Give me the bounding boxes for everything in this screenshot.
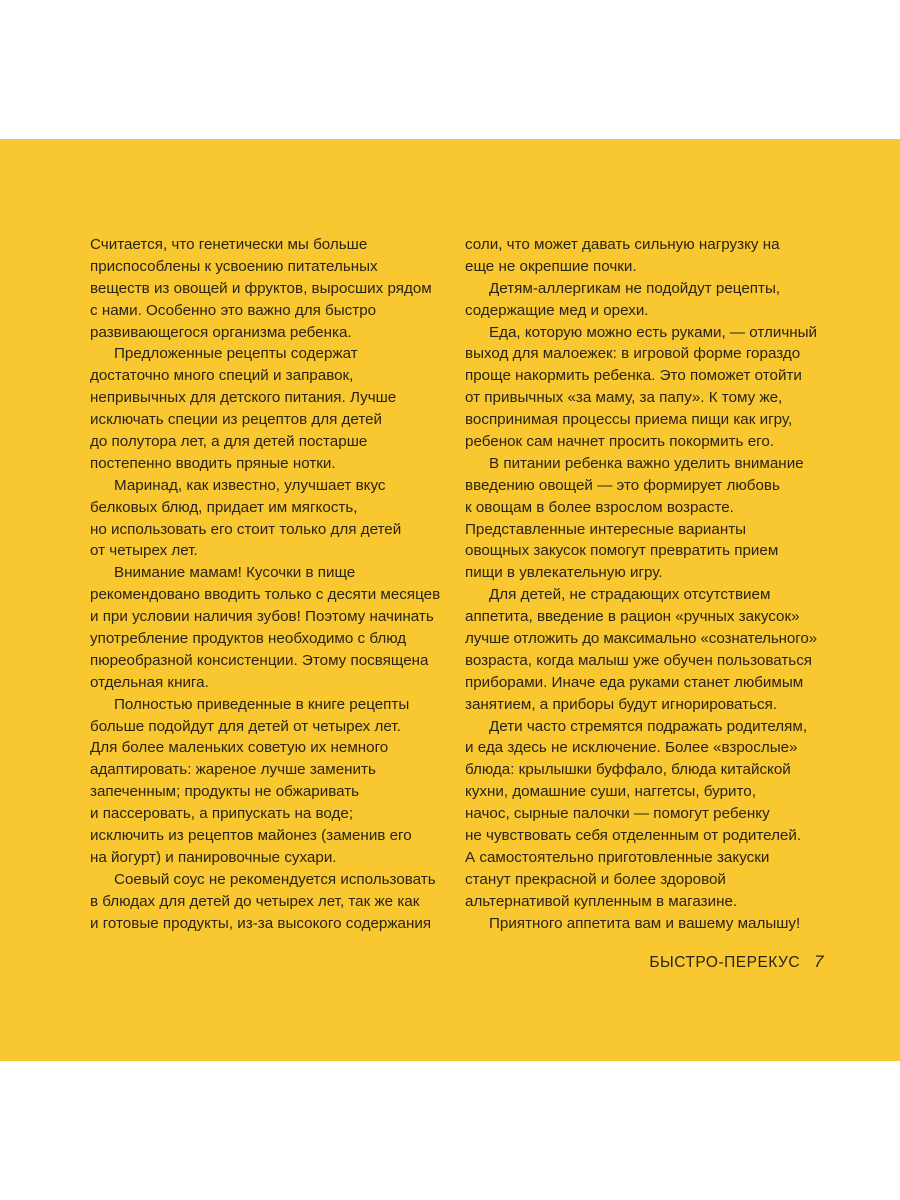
- text-line: Представленные интересные варианты: [465, 520, 747, 538]
- text-line: адаптировать: жареное лучше заменить: [90, 761, 376, 779]
- right-text-column: [465, 234, 817, 935]
- text-line: Считается, что генетически мы больше: [90, 236, 368, 253]
- text-line: станут прекрасной и более здоровой: [465, 870, 726, 888]
- text-line: воспринимая процессы приема пищи как игру,: [465, 411, 793, 429]
- text-line: ребенок сам начнет просить покормить его.: [465, 433, 775, 451]
- text-line: Приятного аппетита вам и вашему малышу!: [489, 914, 801, 932]
- text-line: блюда: крылышки буффало, блюда китайской: [465, 761, 791, 779]
- text-line: овощных закусок помогут превратить прием: [465, 542, 779, 560]
- text-line: от четырех лет.: [90, 542, 198, 560]
- text-line: Маринад, как известно, улучшает вкус: [114, 476, 386, 494]
- text-line: непривычных для детского питания. Лучше: [90, 389, 397, 407]
- text-line: Соевый соус не рекомендуется использовать: [114, 870, 436, 888]
- text-line: В питании ребенка важно уделить внимание: [489, 454, 804, 472]
- text-line: и еда здесь не исключение. Более «взрослые»: [465, 739, 798, 757]
- text-line: содержащие мед и орехи.: [465, 301, 649, 319]
- text-line: больше подойдут для детей от четырех лет.: [90, 717, 401, 735]
- text-line: пюреобразной консистенции. Этому посвящена: [90, 651, 429, 669]
- text-line: кухни, домашние суши, наггетсы, бурито,: [465, 783, 756, 801]
- text-line: на йогурт) и панировочные сухари.: [90, 848, 337, 866]
- text-line: и готовые продукты, из-за высокого содержания: [90, 914, 432, 932]
- text-line: аппетита, введение в рацион «ручных закусок»: [465, 608, 800, 626]
- text-line: выход для малоежек: в игровой форме гораздо: [465, 345, 801, 363]
- text-line: и при условии наличия зубов! Поэтому начинать: [90, 608, 434, 626]
- text-line: Еда, которую можно есть руками, — отличный: [489, 323, 818, 341]
- text-line: еще не окрепшие почки.: [465, 257, 637, 275]
- text-line: А самостоятельно приготовленные закуски: [465, 848, 770, 866]
- text-line: Внимание мамам! Кусочки в пище: [114, 564, 356, 582]
- text-line: приспособлены к усвоению питательных: [90, 257, 378, 275]
- text-line: веществ из овощей и фруктов, выросших рядом: [90, 279, 432, 297]
- text-line: соли, что может давать сильную нагрузку на: [465, 236, 780, 253]
- text-line: занятием, а приборы будут игнорироваться.: [465, 695, 778, 713]
- text-line: Дети часто стремятся подражать родителям,: [489, 717, 808, 735]
- page-footer: [649, 952, 824, 972]
- text-line: Детям-аллергикам не подойдут рецепты,: [489, 279, 781, 297]
- text-line: от привычных «за маму, за папу». К тому же,: [465, 389, 783, 407]
- text-line: Для более маленьких советую их немного: [90, 739, 389, 757]
- text-line: с нами. Особенно это важно для быстро: [90, 301, 377, 319]
- text-line: достаточно много специй и заправок,: [90, 367, 354, 385]
- text-line: в блюдах для детей до четырех лет, так же как: [90, 892, 420, 910]
- text-line: белковых блюд, придает им мягкость,: [90, 498, 358, 516]
- text-line: но использовать его стоит только для детей: [90, 520, 402, 538]
- text-line: Предложенные рецепты содержат: [114, 345, 358, 363]
- text-line: пищи в увлекательную игру.: [465, 564, 663, 582]
- text-line: к овощам в более взрослом возрасте.: [465, 498, 734, 516]
- text-line: употребление продуктов необходимо с блюд: [90, 630, 407, 648]
- text-line: проще накормить ребенка. Это поможет отойти: [465, 367, 802, 385]
- text-line: введению овощей — это формирует любовь: [465, 476, 780, 494]
- text-line: развивающегося организма ребенка.: [90, 323, 352, 341]
- text-line: Полностью приведенные в книге рецепты: [114, 695, 410, 713]
- text-line: Для детей, не страдающих отсутствием: [489, 586, 771, 604]
- text-line: не чувствовать себя отделенным от родителей.: [465, 827, 802, 845]
- text-line: лучше отложить до максимально «сознательного»: [465, 630, 818, 648]
- running-head-section-title: БЫСТРО-ПЕРЕКУС: [649, 954, 801, 971]
- text-line: отдельная книга.: [90, 673, 209, 691]
- text-line: начос, сырные палочки — помогут ребенку: [465, 805, 770, 823]
- left-text-column: [90, 234, 442, 935]
- text-line: приборами. Иначе еда руками станет любимым: [465, 673, 804, 691]
- text-line: запеченным; продукты не обжаривать: [90, 783, 360, 801]
- text-line: рекомендовано вводить только с десяти месяцев: [90, 586, 441, 604]
- text-line: возраста, когда малыш уже обучен пользоваться: [465, 651, 813, 669]
- text-line: и пассеровать, а припускать на воде;: [90, 805, 354, 823]
- text-line: исключить из рецептов майонез (заменив его: [90, 827, 412, 845]
- text-line: до полутора лет, а для детей постарше: [90, 433, 368, 451]
- text-line: альтернативой купленным в магазине.: [465, 892, 738, 910]
- text-line: постепенно вводить пряные нотки.: [90, 454, 336, 472]
- page-number: 7: [814, 952, 824, 971]
- text-line: исключать специи из рецептов для детей: [90, 411, 383, 429]
